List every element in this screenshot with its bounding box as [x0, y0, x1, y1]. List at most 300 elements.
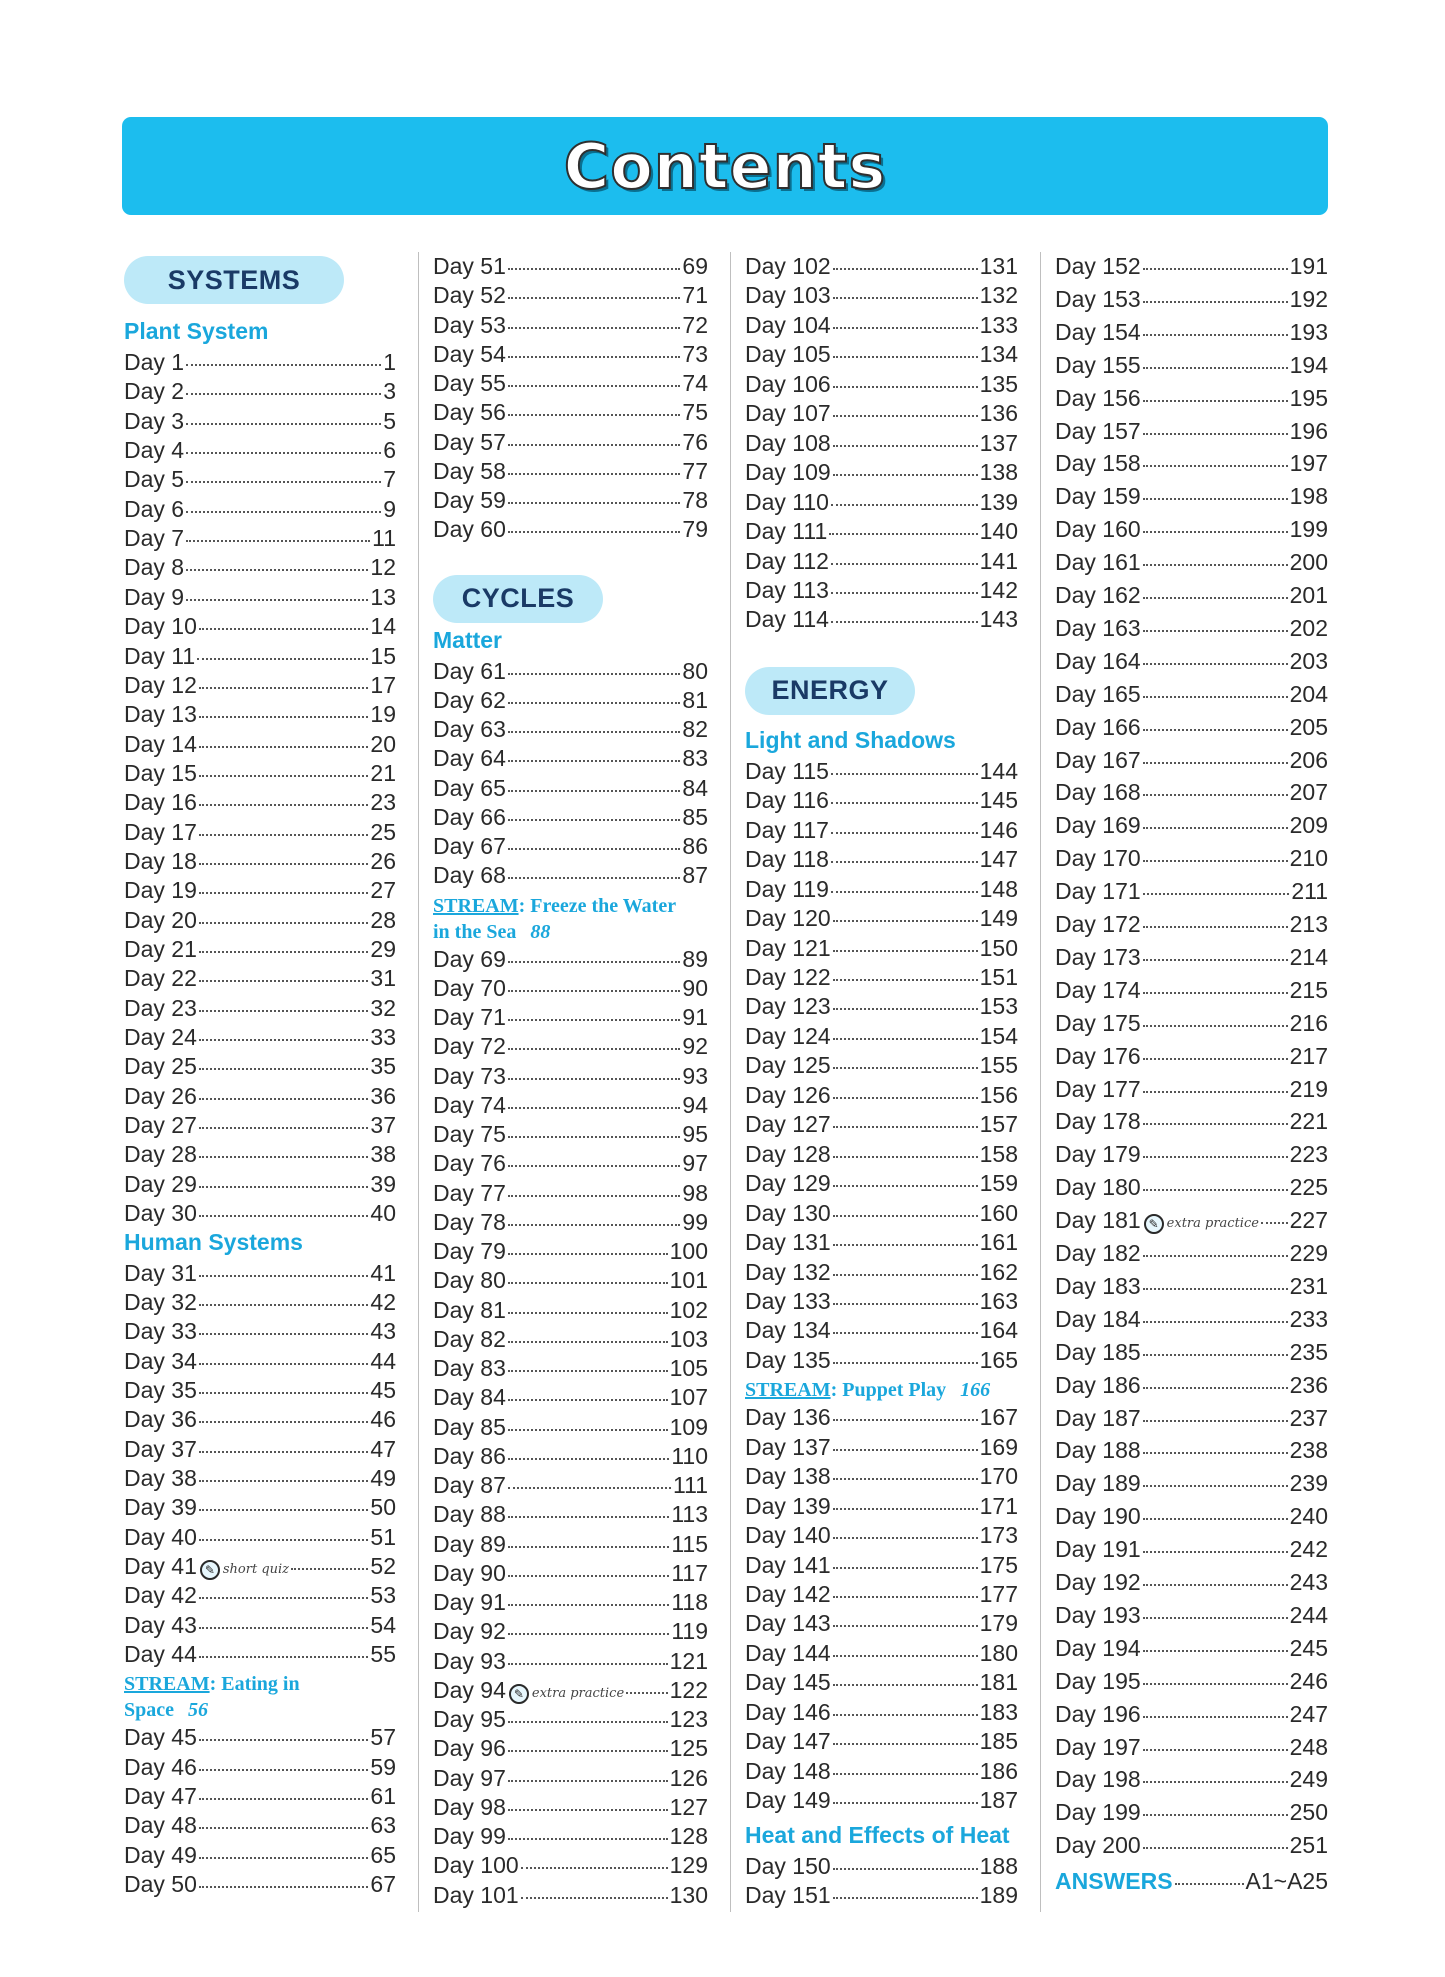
toc-entry[interactable]: [745, 1051, 1018, 1079]
stream-activity[interactable]: [433, 893, 708, 945]
page-number: 196: [1289, 417, 1328, 444]
toc-entry[interactable]: [745, 340, 1018, 368]
dot-leader: [831, 891, 978, 893]
toc-entry[interactable]: [433, 369, 708, 397]
toc-entry[interactable]: [1055, 976, 1328, 1004]
toc-entry[interactable]: [433, 515, 708, 543]
toc-entry[interactable]: [124, 1170, 396, 1198]
toc-entry[interactable]: [745, 429, 1018, 457]
day-label: Day 41: [124, 1553, 197, 1579]
toc-entry[interactable]: [1055, 252, 1328, 280]
toc-entry[interactable]: [1055, 1831, 1328, 1859]
toc-entry[interactable]: [745, 458, 1018, 486]
toc-entry[interactable]: [124, 1523, 396, 1551]
toc-entry[interactable]: [745, 1433, 1018, 1461]
dot-leader: [508, 760, 681, 762]
toc-entry[interactable]: [745, 1316, 1018, 1344]
toc-entry[interactable]: [124, 1317, 396, 1345]
toc-entry[interactable]: [124, 1581, 396, 1609]
stream-label: STREAM: [124, 1673, 210, 1696]
stream-page: 166: [960, 1379, 991, 1402]
toc-entry[interactable]: [124, 1493, 396, 1521]
toc-entry[interactable]: [745, 1757, 1018, 1785]
toc-entry[interactable]: [124, 1140, 396, 1168]
toc-entry[interactable]: [745, 992, 1018, 1020]
dot-leader: [508, 444, 681, 446]
toc-entry[interactable]: [1055, 482, 1328, 510]
toc-entry[interactable]: [433, 1530, 708, 1558]
dot-leader: [1143, 433, 1288, 435]
toc-entry[interactable]: [124, 1841, 396, 1869]
toc-entry[interactable]: [1055, 1239, 1328, 1267]
toc-entry[interactable]: [433, 1032, 708, 1060]
day-label: Day 59: [433, 487, 506, 513]
toc-entry[interactable]: [745, 757, 1018, 785]
toc-entry[interactable]: [1055, 1272, 1328, 1300]
toc-entry[interactable]: [433, 1296, 708, 1324]
toc-entry[interactable]: [1055, 1206, 1328, 1238]
toc-entry[interactable]: [1055, 1042, 1328, 1070]
day-label: Day 17: [124, 818, 197, 845]
toc-entry[interactable]: [124, 642, 396, 670]
toc-entry[interactable]: [1055, 1173, 1328, 1201]
toc-entry[interactable]: [1055, 1371, 1328, 1399]
toc-entry[interactable]: [124, 348, 396, 376]
toc-entry[interactable]: [124, 1052, 396, 1080]
page-number: 164: [979, 1317, 1018, 1344]
toc-entry[interactable]: [433, 398, 708, 426]
page-number: 21: [370, 759, 396, 786]
day-label: Day 163: [1055, 614, 1141, 641]
toc-entry[interactable]: [1055, 581, 1328, 609]
toc-entry[interactable]: [1055, 910, 1328, 938]
toc-entry[interactable]: [433, 1062, 708, 1090]
toc-entry[interactable]: [1055, 647, 1328, 675]
toc-entry[interactable]: [124, 847, 396, 875]
toc-entry[interactable]: [1055, 1469, 1328, 1497]
toc-entry[interactable]: [745, 1110, 1018, 1138]
day-label: Day 128: [745, 1140, 831, 1167]
day-label: Day 15: [124, 759, 197, 786]
toc-entry[interactable]: [124, 495, 396, 523]
page-number: 203: [1289, 647, 1328, 674]
toc-entry[interactable]: [124, 583, 396, 611]
day-label: Day 3: [124, 407, 185, 434]
toc-entry[interactable]: [124, 1023, 396, 1051]
toc-entry[interactable]: [433, 1734, 708, 1762]
toc-entry[interactable]: [433, 744, 708, 772]
toc-entry[interactable]: [124, 1464, 396, 1492]
toc-entry[interactable]: [433, 1647, 708, 1675]
toc-entry[interactable]: [433, 1764, 708, 1792]
toc-entry[interactable]: [433, 1091, 708, 1119]
toc-entry[interactable]: [745, 1551, 1018, 1579]
toc-entry[interactable]: [1055, 1009, 1328, 1037]
toc-entry[interactable]: [124, 906, 396, 934]
toc-entry[interactable]: [433, 715, 708, 743]
toc-entry[interactable]: [124, 671, 396, 699]
dot-leader: [199, 716, 369, 718]
dot-leader: [1143, 268, 1288, 270]
toc-entry[interactable]: [124, 1753, 396, 1781]
toc-entry[interactable]: [745, 1639, 1018, 1667]
toc-entry[interactable]: [1055, 449, 1328, 477]
toc-entry[interactable]: [1055, 285, 1328, 313]
toc-entry[interactable]: [433, 1442, 708, 1470]
day-label: Day 50: [124, 1871, 197, 1898]
toc-entry[interactable]: [124, 1376, 396, 1404]
toc-entry[interactable]: [745, 399, 1018, 427]
toc-entry[interactable]: [124, 730, 396, 758]
dot-leader: [186, 511, 381, 513]
toc-entry[interactable]: [745, 252, 1018, 280]
toc-entry[interactable]: [124, 377, 396, 405]
toc-entry[interactable]: [433, 1003, 708, 1031]
toc-entry[interactable]: [433, 1559, 708, 1587]
toc-entry[interactable]: [433, 1793, 708, 1821]
toc-entry[interactable]: [745, 1228, 1018, 1256]
toc-entry[interactable]: [124, 994, 396, 1022]
toc-column-3: [730, 252, 1018, 1912]
toc-entry[interactable]: [745, 517, 1018, 545]
page-number: 223: [1289, 1141, 1328, 1168]
toc-entry[interactable]: [745, 1609, 1018, 1637]
toc-entry[interactable]: [1055, 1140, 1328, 1168]
toc-entry[interactable]: [124, 1435, 396, 1463]
toc-entry[interactable]: [745, 1786, 1018, 1814]
page-number: 55: [370, 1641, 396, 1668]
day-label: Day 6: [124, 495, 185, 522]
page-number: 210: [1289, 845, 1328, 872]
day-label: Day 32: [124, 1288, 197, 1315]
toc-entry[interactable]: [433, 1617, 708, 1645]
day-label: Day 164: [1055, 647, 1141, 674]
toc-entry[interactable]: [433, 1471, 708, 1499]
toc-entry[interactable]: [1055, 680, 1328, 708]
day-label: Day 55: [433, 370, 506, 396]
toc-entry[interactable]: [433, 1325, 708, 1353]
dot-leader: [1143, 1354, 1288, 1356]
toc-entry[interactable]: [745, 875, 1018, 903]
day-label: Day 181: [1055, 1207, 1141, 1234]
dot-leader: [199, 1509, 369, 1511]
toc-entry[interactable]: [124, 612, 396, 640]
day-label: Day 167: [1055, 746, 1141, 773]
dot-leader: [1143, 301, 1288, 303]
toc-entry[interactable]: [433, 774, 708, 802]
toc-entry[interactable]: [1055, 1075, 1328, 1103]
toc-entry[interactable]: [433, 1588, 708, 1616]
toc-entry[interactable]: [1055, 844, 1328, 872]
dot-leader: [1143, 1781, 1288, 1783]
toc-entry[interactable]: [745, 963, 1018, 991]
toc-entry[interactable]: [124, 436, 396, 464]
page-number: 143: [979, 606, 1018, 633]
day-label: Day 42: [124, 1582, 197, 1609]
dot-leader: [508, 1750, 668, 1752]
dot-leader: [1143, 992, 1288, 994]
page-number: 201: [1289, 582, 1328, 608]
toc-entry[interactable]: [745, 934, 1018, 962]
page-number: 149: [979, 905, 1018, 932]
page-number: 81: [682, 686, 708, 713]
answers-entry[interactable]: [1055, 1867, 1328, 1895]
toc-entry[interactable]: [433, 1500, 708, 1528]
dot-leader: [508, 702, 681, 704]
toc-entry[interactable]: [433, 1354, 708, 1382]
dot-leader: [508, 1107, 681, 1109]
dot-leader: [1143, 1321, 1288, 1323]
toc-entry[interactable]: [745, 1258, 1018, 1286]
day-label: Day 133: [745, 1287, 831, 1314]
day-label: Day 95: [433, 1706, 506, 1732]
toc-entry[interactable]: [124, 1347, 396, 1375]
toc-entry[interactable]: [745, 904, 1018, 932]
stream-page: 56: [188, 1699, 208, 1722]
toc-entry[interactable]: [745, 576, 1018, 604]
page-number: 46: [370, 1406, 396, 1433]
day-label: Day 161: [1055, 549, 1141, 576]
day-label: Day 127: [745, 1111, 831, 1138]
toc-entry[interactable]: [433, 1208, 708, 1236]
toc-entry[interactable]: [433, 861, 708, 889]
toc-entry[interactable]: [433, 974, 708, 1002]
toc-entry[interactable]: [1055, 1502, 1328, 1530]
toc-entry[interactable]: [124, 1640, 396, 1668]
page-number: 249: [1289, 1766, 1328, 1793]
page-number: 31: [370, 965, 396, 992]
stream-activity[interactable]: [124, 1671, 396, 1723]
toc-entry[interactable]: [433, 1266, 708, 1294]
toc-entry[interactable]: [433, 1881, 708, 1909]
toc-entry[interactable]: [1055, 614, 1328, 642]
toc-entry[interactable]: [745, 1081, 1018, 1109]
toc-entry[interactable]: [124, 553, 396, 581]
day-label: Day 78: [433, 1208, 506, 1235]
toc-entry[interactable]: [124, 1811, 396, 1839]
dot-leader: [199, 687, 369, 689]
toc-entry[interactable]: [745, 1022, 1018, 1050]
day-label: Day 97: [433, 1764, 506, 1791]
toc-entry[interactable]: [745, 1199, 1018, 1227]
toc-entry[interactable]: [1055, 746, 1328, 774]
toc-entry[interactable]: [1055, 877, 1328, 905]
toc-entry[interactable]: [433, 832, 708, 860]
dot-leader: [199, 1451, 369, 1453]
toc-entry[interactable]: [1055, 1436, 1328, 1464]
toc-entry[interactable]: [124, 1870, 396, 1898]
toc-entry[interactable]: [124, 524, 396, 552]
toc-entry[interactable]: [1055, 1667, 1328, 1695]
toc-entry[interactable]: [1055, 1700, 1328, 1728]
toc-entry[interactable]: [433, 1383, 708, 1411]
page-number: 43: [370, 1318, 396, 1345]
dot-leader: [833, 356, 978, 358]
toc-entry[interactable]: [124, 1782, 396, 1810]
toc-entry[interactable]: [433, 1676, 708, 1708]
toc-entry[interactable]: [433, 457, 708, 485]
dot-leader: [833, 1274, 978, 1276]
toc-entry[interactable]: [745, 1852, 1018, 1880]
toc-entry[interactable]: [745, 1521, 1018, 1549]
toc-entry[interactable]: [124, 1723, 396, 1751]
stream-activity[interactable]: [745, 1377, 1018, 1403]
toc-entry[interactable]: [433, 281, 708, 309]
day-label: Day 195: [1055, 1667, 1141, 1694]
toc-entry[interactable]: [745, 1403, 1018, 1431]
toc-entry[interactable]: [1055, 548, 1328, 576]
toc-entry[interactable]: [433, 311, 708, 339]
toc-entry[interactable]: [433, 252, 708, 280]
page-number: 37: [370, 1112, 396, 1139]
toc-entry[interactable]: [745, 1287, 1018, 1315]
day-label: Day 118: [745, 846, 829, 873]
toc-entry[interactable]: [745, 311, 1018, 339]
toc-entry[interactable]: [1055, 1601, 1328, 1629]
day-label: Day 73: [433, 1062, 506, 1089]
toc-entry[interactable]: [124, 407, 396, 435]
dot-leader: [508, 1429, 668, 1431]
toc-entry[interactable]: [1055, 713, 1328, 741]
toc-entry[interactable]: [745, 1668, 1018, 1696]
toc-entry[interactable]: [433, 1851, 708, 1879]
toc-entry[interactable]: [124, 788, 396, 816]
toc-entry[interactable]: [745, 488, 1018, 516]
toc-entry[interactable]: [1055, 1733, 1328, 1761]
toc-entry[interactable]: [745, 1140, 1018, 1168]
toc-entry[interactable]: [745, 1881, 1018, 1909]
toc-entry[interactable]: [1055, 1765, 1328, 1793]
toc-entry[interactable]: [433, 486, 708, 514]
toc-entry[interactable]: [433, 340, 708, 368]
toc-column-1: [124, 252, 396, 1912]
toc-entry[interactable]: [745, 1492, 1018, 1520]
day-label: Day 80: [433, 1267, 506, 1294]
toc-entry[interactable]: [745, 1580, 1018, 1608]
toc-entry[interactable]: [124, 935, 396, 963]
toc-entry[interactable]: [124, 876, 396, 904]
toc-entry[interactable]: [124, 1405, 396, 1433]
day-label: Day 91: [433, 1589, 506, 1615]
toc-entry[interactable]: [745, 1346, 1018, 1374]
stream-title: : Freeze the Water: [518, 894, 677, 917]
toc-entry[interactable]: [124, 1611, 396, 1639]
toc-entry[interactable]: [433, 1149, 708, 1177]
page-number: 32: [370, 994, 396, 1021]
toc-entry[interactable]: [124, 759, 396, 787]
toc-entry[interactable]: [745, 281, 1018, 309]
toc-entry[interactable]: [433, 1822, 708, 1850]
page-number: 191: [1289, 253, 1328, 279]
toc-entry[interactable]: [433, 1413, 708, 1441]
toc-entry[interactable]: [124, 1552, 396, 1584]
page-number: 122: [669, 1676, 708, 1703]
day-label: Day 188: [1055, 1437, 1141, 1464]
toc-entry[interactable]: [1055, 351, 1328, 379]
toc-entry[interactable]: [433, 1179, 708, 1207]
toc-entry[interactable]: [1055, 318, 1328, 346]
dot-leader: [626, 1692, 667, 1694]
toc-entry[interactable]: [1055, 943, 1328, 971]
toc-entry[interactable]: [1055, 811, 1328, 839]
toc-entry[interactable]: [1055, 1634, 1328, 1662]
toc-entry[interactable]: [745, 547, 1018, 575]
toc-entry[interactable]: [124, 818, 396, 846]
toc-entry[interactable]: [433, 945, 708, 973]
dot-leader: [508, 1575, 669, 1577]
dot-leader: [508, 531, 681, 533]
toc-entry[interactable]: [433, 1705, 708, 1733]
dot-leader: [1143, 1716, 1288, 1718]
toc-entry[interactable]: [124, 700, 396, 728]
toc-entry[interactable]: [124, 1111, 396, 1139]
toc-entry[interactable]: [1055, 1107, 1328, 1135]
toc-entry[interactable]: [1055, 384, 1328, 412]
dot-leader: [508, 877, 681, 879]
toc-entry[interactable]: [433, 1120, 708, 1148]
toc-entry[interactable]: [124, 964, 396, 992]
toc-entry[interactable]: [1055, 1568, 1328, 1596]
day-label: Day 61: [433, 657, 506, 684]
toc-entry[interactable]: [433, 428, 708, 456]
dot-leader: [521, 1897, 668, 1899]
page-number: 132: [979, 282, 1018, 309]
day-label: Day 142: [745, 1581, 831, 1607]
page-number: 90: [682, 974, 708, 1001]
toc-entry[interactable]: [124, 1259, 396, 1287]
toc-entry[interactable]: [124, 1082, 396, 1110]
toc-entry[interactable]: [433, 686, 708, 714]
toc-entry[interactable]: [745, 1169, 1018, 1197]
day-label: Day 64: [433, 745, 506, 772]
toc-entry[interactable]: [1055, 1535, 1328, 1563]
toc-entry[interactable]: [745, 1462, 1018, 1490]
toc-entry[interactable]: [1055, 515, 1328, 543]
toc-entry[interactable]: [745, 786, 1018, 814]
toc-entry[interactable]: [1055, 778, 1328, 806]
page-number: 206: [1289, 746, 1328, 773]
day-label: Day 21: [124, 936, 197, 962]
dot-leader: [508, 1721, 668, 1723]
page-number: 79: [682, 516, 708, 543]
toc-entry[interactable]: [745, 370, 1018, 398]
toc-entry[interactable]: [745, 845, 1018, 873]
toc-entry[interactable]: [745, 605, 1018, 633]
toc-entry[interactable]: [745, 816, 1018, 844]
day-label: Day 194: [1055, 1634, 1141, 1661]
day-label: Day 43: [124, 1611, 197, 1638]
toc-entry[interactable]: [433, 1237, 708, 1265]
toc-entry[interactable]: [1055, 1338, 1328, 1366]
page-number: 165: [979, 1346, 1018, 1373]
day-label: Day 162: [1055, 582, 1141, 608]
toc-entry[interactable]: [745, 1698, 1018, 1726]
toc-entry[interactable]: [1055, 1305, 1328, 1333]
toc-entry[interactable]: [1055, 1404, 1328, 1432]
toc-entry[interactable]: [433, 657, 708, 685]
page-number: 118: [671, 1589, 708, 1615]
toc-entry[interactable]: [1055, 417, 1328, 445]
day-label: Day 18: [124, 847, 197, 874]
toc-entry[interactable]: [745, 1727, 1018, 1755]
toc-entry[interactable]: [1055, 1798, 1328, 1826]
toc-entry[interactable]: [124, 465, 396, 493]
page-number: 159: [979, 1170, 1018, 1197]
toc-entry[interactable]: [433, 803, 708, 831]
toc-entry[interactable]: [124, 1199, 396, 1227]
toc-entry[interactable]: [124, 1288, 396, 1316]
dot-leader: [833, 1067, 978, 1069]
